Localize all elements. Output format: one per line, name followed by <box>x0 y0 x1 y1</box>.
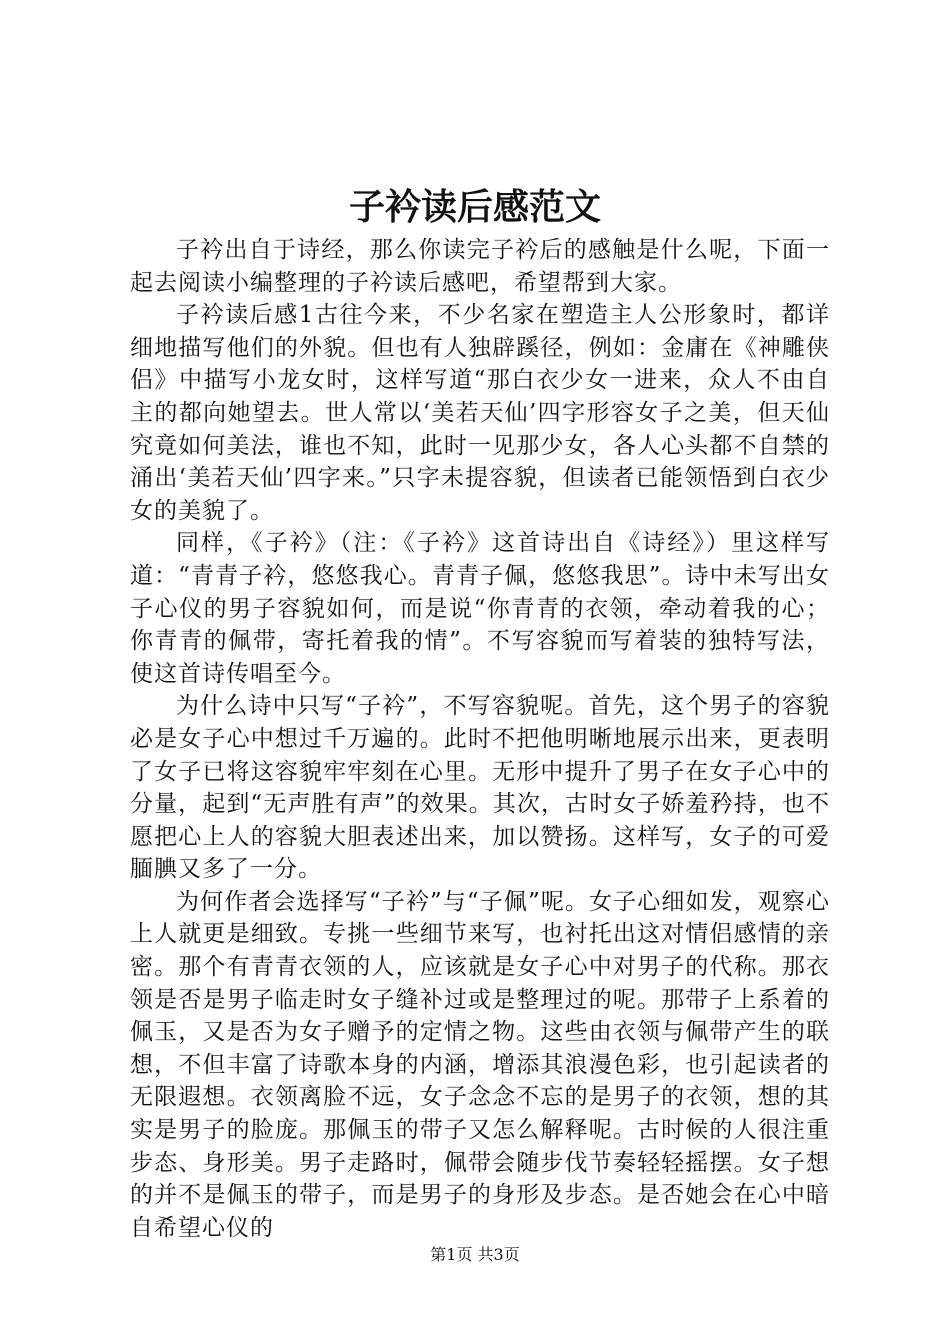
document-title: 子衿读后感范文 <box>348 187 601 228</box>
paragraph-2: 同样，《子衿》（注：《子衿》这首诗出自《诗经》）里这样写道：“青青子衿，悠悠我心。青青子佩，悠悠我思”。诗中未写出女子心仪的男子容貌如何，而是说“你青青的衣领，牵动着我的心；你青青的佩带，寄托着我的情”。不写容貌而写着装的独特写法，使这首诗传唱至今。 <box>130 530 830 687</box>
page-footer: 第1页 共3页 <box>430 1245 520 1264</box>
paragraph-intro: 子衿出自于诗经，那么你读完子衿后的感触是什么呢，下面一起去阅读小编整理的子衿读后感吧，希望帮到大家。 <box>130 237 830 296</box>
paragraph-3: 为什么诗中只写“子衿”，不写容貌呢。首先，这个男子的容貌必是女子心中想过千万遍的。此时不把他明晰地展示出来，更表明了女子已将这容貌牢牢刻在心里。无形中提升了男子在女子心中的分量，起到“无声胜有声”的效果。其次，古时女子娇羞矜持，也不愿把心上人的容貌大胆表述出来，加以赞扬。这样写，女子的可爱腼腆又多了一分。 <box>130 693 830 883</box>
paragraph-4: 为何作者会选择写“子衿”与“子佩”呢。女子心细如发，观察心上人就更是细致。专挑一些细节来写，也衬托出这对情侣感情的亲密。那个有青青衣领的人，应该就是女子心中对男子的代称。那衣领是否是男子临走时女子缝补过或是整理过的呢。那带子上系着的佩玉，又是否为女子赠予的定情之物。这些由衣领与佩带产生的联想，不但丰富了诗歌本身的内涵，增添其浪漫色彩，也引起读者的无限遐想。衣领离脸不远，女子念念不忘的是男子的衣领，想的其实是男子的脸庞。那佩玉的带子又怎么解释呢。古时候的人很注重步态、身形美。男子走路时，佩带会随步伐节奏轻轻摇摆。女子想的并不是佩玉的带子，而是男子的身形及步态。是否她会在心中暗自希望心仪的 <box>130 888 830 1241</box>
paragraph-1: 子衿读后感1古往今来，不少名家在塑造主人公形象时，都详细地描写他们的外貌。但也有人独辟蹊径，例如：金庸在《神雕侠侣》中描写小龙女时，这样写道“那白衣少女一进来，众人不由自主的都向她望去。世人常以‘美若天仙’四字形容女子之美，但天仙究竟如何美法，谁也不知，此时一见那少女，各人心头都不自禁的涌出‘美若天仙’四字来。”只字未提容貌，但读者已能领悟到白衣少女的美貌了。 <box>130 302 830 524</box>
document-body <box>130 234 830 1244</box>
